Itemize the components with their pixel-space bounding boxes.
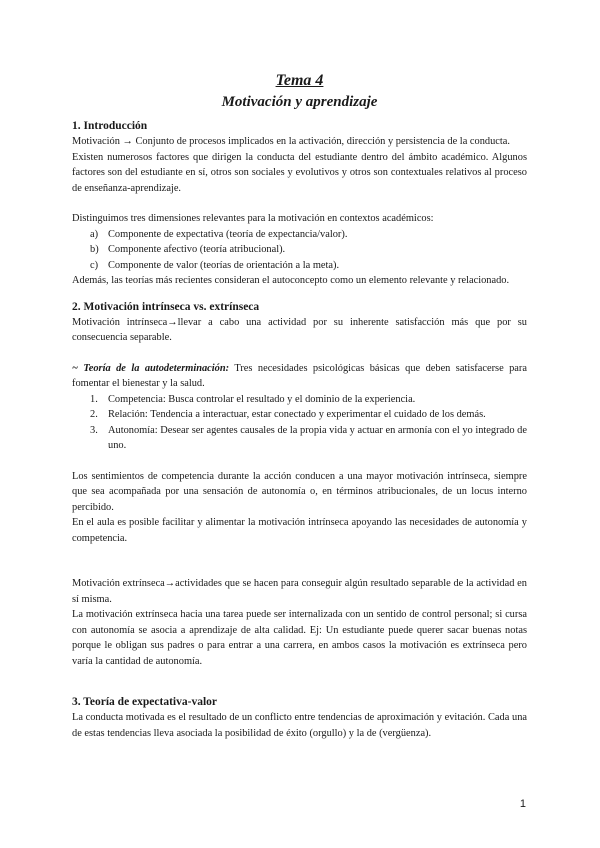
list-item-text: Componente afectivo (teoría atribucional).: [108, 244, 286, 255]
paragraph: En el aula es posible facilitar y alimentar la motivación intrínseca apoyando las necesidades de autonomía y competencia.: [72, 517, 527, 544]
document-subtitle: Motivación y aprendizaje: [221, 94, 378, 110]
paragraph: Motivación intrínseca→llevar a cabo una actividad por su inherente satisfacción más que por su consecuencia separable.: [72, 316, 527, 343]
section-heading-introduccion: 1. Introducción: [72, 120, 148, 132]
list-item: [90, 258, 527, 274]
theory-text: Tres necesidades psicológicas básicas que deben satisfacerse para fomentar el bienestar y la salud.: [72, 362, 527, 389]
list-marker: a): [90, 228, 99, 240]
paragraph: Los sentimientos de competencia durante la acción conducen a una mayor motivación intrínseca, siempre que sea acompañada por una sensación de autonomía o, en términos atribucionales, de un locus interno percibido.: [72, 470, 527, 513]
document-title: Tema 4: [275, 72, 324, 89]
paragraph-autodeterminacion: [72, 361, 527, 392]
paragraph: La motivación extrínseca hacia una tarea puede ser internalizada con un sentido de control personal; si cursa con autonomía se asocia a aprendizaje de alta calidad. Ej: Un estudiante puede querer sacar buenas notas porque le obligan sus padres o para entrar a una carrera, en ambos casos la motivación es extrínseca pero varía la cantidad de autonomía.: [72, 609, 527, 667]
list-item: [90, 407, 527, 423]
list-marker: c): [90, 259, 99, 271]
page-number: 1: [519, 798, 526, 810]
list-marker: b): [90, 244, 99, 255]
list-item-text: Componente de expectativa (teoría de expectancia/valor).: [108, 228, 348, 240]
list-item: [90, 242, 527, 258]
list-marker: 3.: [90, 424, 98, 436]
list-marker: 2.: [90, 409, 98, 420]
needs-list: [72, 392, 527, 454]
section-heading-expectativa-valor: 3. Teoría de expectativa-valor: [72, 696, 218, 708]
paragraph: La conducta motivada es el resultado de un conflicto entre tendencias de aproximación y evitación. Cada una de estas tendencias lleva asociada la posibilidad de éxito (orgullo) y la de (vergüenza).: [72, 712, 527, 739]
paragraph: Distinguimos tres dimensiones relevantes para la motivación en contextos académicos:: [72, 213, 434, 224]
dimension-list: [72, 227, 527, 274]
list-item-text: Competencia: Busca controlar el resultado y el dominio de la experiencia.: [108, 393, 416, 405]
section-heading-motivacion: 2. Motivación intrínseca vs. extrínseca: [72, 300, 260, 313]
paragraph: Existen numerosos factores que dirigen la conducta del estudiante dentro del ámbito académico. Algunos factores son del estudiante en sí, otros son sociales y evolutivos y otros son contextuales relativos al proceso de enseñanza-aprendizaje.: [72, 151, 527, 194]
list-item: [90, 227, 527, 243]
paragraph: Motivación → Conjunto de procesos implicados en la activación, dirección y persistencia de la conducta.: [72, 136, 511, 147]
list-item: [90, 423, 527, 454]
list-item-text: Componente de valor (teorías de orientación a la meta).: [108, 259, 340, 271]
list-marker: 1.: [90, 393, 98, 405]
paragraph: Motivación extrínseca→actividades que se hacen para conseguir algún resultado separable de la actividad en sí misma.: [72, 578, 527, 605]
theory-label: ~ Teoría de la autodeterminación:: [72, 362, 230, 374]
list-item-text: Relación: Tendencia a interactuar, estar conectado y experimentar el cuidado de los demás.: [108, 409, 486, 420]
paragraph: Además, las teorías más recientes consideran el autoconcepto como un elemento relevante y relacionado.: [72, 275, 510, 286]
page-content: [72, 70, 527, 741]
list-item: [90, 392, 527, 408]
list-item-text: Autonomía: Desear ser agentes causales de la propia vida y actuar en armonía con el yo integrado de uno.: [108, 424, 527, 451]
